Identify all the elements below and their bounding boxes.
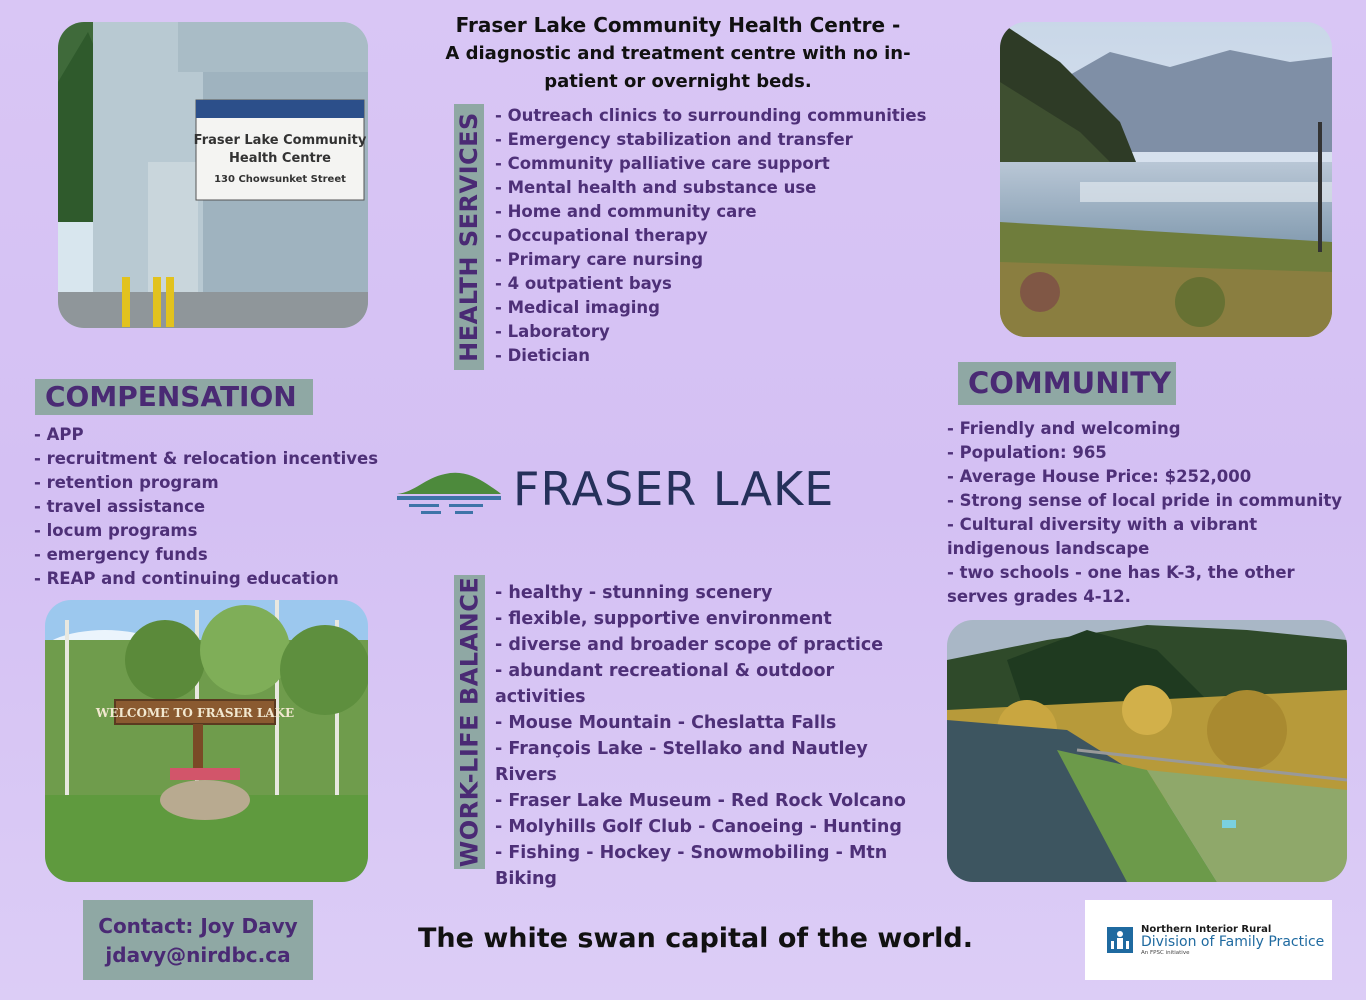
sign-line-2: Health Centre xyxy=(229,151,331,166)
list-item: - APP xyxy=(34,425,84,444)
list-item: - Molyhills Golf Club - Canoeing - Hunting xyxy=(495,817,902,837)
list-item: - Fraser Lake Museum - Red Rock Volcano xyxy=(495,791,906,811)
list-item: - François Lake - Stellako and Nautley Rivers xyxy=(495,739,868,785)
list-item: - Cultural diversity with a vibrant indigenous landscape xyxy=(947,515,1258,558)
partner-line-1: Northern Interior Rural xyxy=(1141,923,1272,935)
list-item: - Strong sense of local pride in community xyxy=(947,491,1343,510)
compensation-list xyxy=(34,423,394,591)
welcome-sign-photo xyxy=(45,600,368,882)
partner-line-2: Division of Family Practice xyxy=(1141,933,1325,950)
page-header xyxy=(410,10,946,96)
work-life-list xyxy=(495,580,915,892)
list-item: - Emergency stabilization and transfer xyxy=(495,130,853,149)
list-item: - Friendly and welcoming xyxy=(947,419,1181,438)
list-item: - locum programs xyxy=(34,521,198,540)
health-services-label-text: HEALTH SERVICES xyxy=(455,112,483,362)
list-item: - Occupational therapy xyxy=(495,226,708,245)
list-item: - healthy - stunning scenery xyxy=(495,583,773,603)
logo-text: FRASER LAKE xyxy=(513,462,835,516)
sign-line-3: 130 Chowsunket Street xyxy=(214,174,346,185)
list-item: - diverse and broader scope of practice xyxy=(495,635,884,655)
list-item: - 4 outpatient bays xyxy=(495,274,672,293)
contact-name: Contact: Joy Davy xyxy=(98,914,298,938)
list-item: - travel assistance xyxy=(34,497,206,516)
list-item: - Mental health and substance use xyxy=(495,178,817,197)
welcome-sign-text: WELCOME TO FRASER LAKE xyxy=(95,706,295,720)
list-item: - recruitment & relocation incentives xyxy=(34,449,379,468)
contact-box xyxy=(83,900,313,980)
health-centre-photo xyxy=(58,22,368,328)
health-services-list xyxy=(495,104,925,368)
partner-line-3: An FPSC initiative xyxy=(1141,950,1190,957)
list-item: - Primary care nursing xyxy=(495,250,704,269)
tagline: The white swan capital of the world. xyxy=(418,923,974,954)
list-item: - Dietician xyxy=(495,346,590,365)
page-subtitle: A diagnostic and treatment centre with no in-patient or overnight beds. xyxy=(445,43,911,92)
work-life-balance-label xyxy=(454,575,485,869)
lake-photo xyxy=(1000,22,1332,337)
list-item: - Average House Price: $252,000 xyxy=(947,467,1252,486)
list-item: - Mouse Mountain - Cheslatta Falls xyxy=(495,713,837,733)
sign-line-1: Fraser Lake Community xyxy=(193,133,367,148)
list-item: - two schools - one has K-3, the other serves grades 4-12. xyxy=(947,563,1295,606)
family-practice-icon xyxy=(1107,927,1133,953)
page-title: Fraser Lake Community Health Centre - xyxy=(455,13,901,37)
list-item: - flexible, supportive environment xyxy=(495,609,832,629)
health-services-label xyxy=(454,104,484,370)
list-item: - abundant recreational & outdoor activities xyxy=(495,661,835,707)
list-item: - REAP and continuing education xyxy=(34,569,339,588)
list-item: - Community palliative care support xyxy=(495,154,830,173)
list-item: - Population: 965 xyxy=(947,443,1107,462)
list-item: - Medical imaging xyxy=(495,298,660,317)
list-item: - Outreach clinics to surrounding communities xyxy=(495,106,927,125)
community-heading: COMMUNITY xyxy=(958,362,1176,405)
list-item: - retention program xyxy=(34,473,219,492)
work-life-balance-label-text: WORK-LIFE BALANCE xyxy=(455,576,484,868)
aerial-town-photo xyxy=(947,620,1347,882)
compensation-heading: COMPENSATION xyxy=(35,379,313,415)
list-item: - Fishing - Hockey - Snowmobiling - Mtn Biking xyxy=(495,843,888,889)
list-item: - Laboratory xyxy=(495,322,610,341)
mountain-lake-icon xyxy=(395,464,503,520)
partner-logo xyxy=(1085,900,1332,980)
contact-email[interactable]: jdavy@nirdbc.ca xyxy=(105,943,291,967)
fraser-lake-logo xyxy=(395,458,885,528)
list-item: - Home and community care xyxy=(495,202,757,221)
list-item: - emergency funds xyxy=(34,545,208,564)
community-list xyxy=(947,417,1347,609)
